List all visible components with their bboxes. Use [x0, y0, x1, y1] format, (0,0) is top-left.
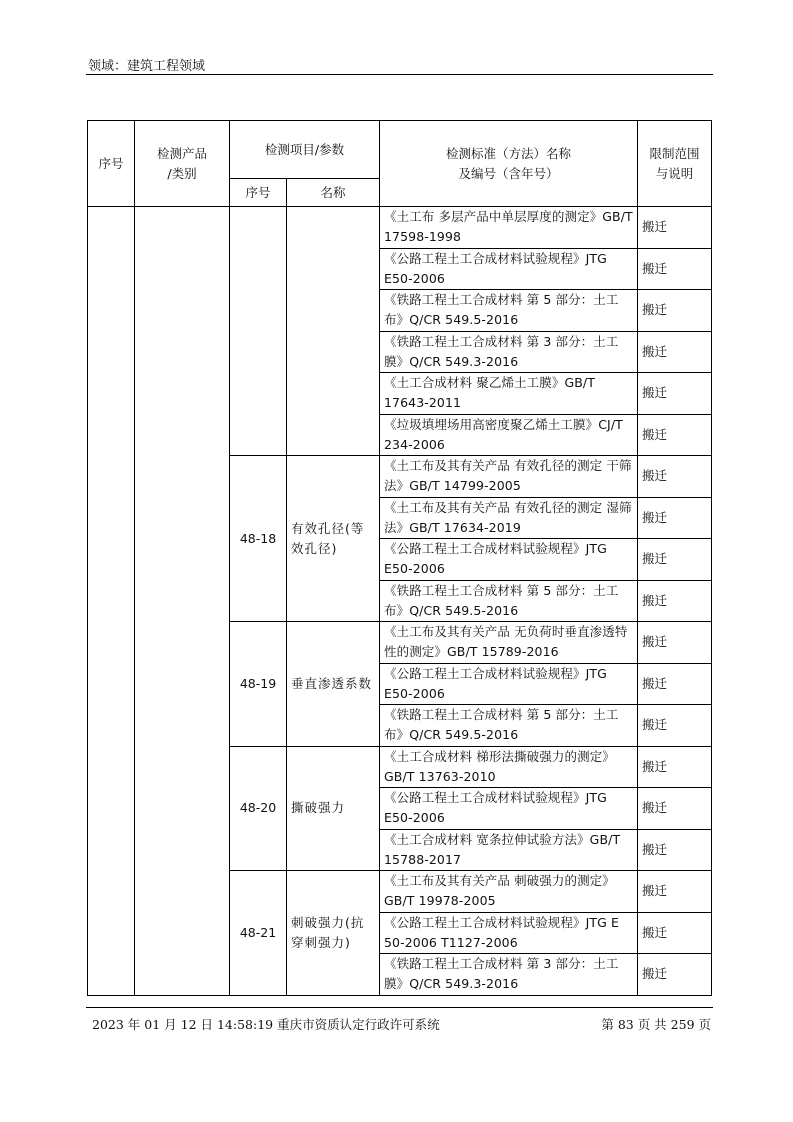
table-row — [88, 207, 712, 249]
limit-note: 搬迁 — [638, 456, 712, 498]
header-product-category: 检测产品 /类别 — [135, 121, 230, 207]
limit-note: 搬迁 — [638, 954, 712, 996]
limit-note: 搬迁 — [638, 207, 712, 249]
standard-name: 《公路工程土工合成材料试验规程》JTG E50-2006 — [380, 539, 638, 581]
standard-name: 《土工布及其有关产品 有效孔径的测定 干筛法》GB/T 14799-2005 — [380, 456, 638, 498]
limit-note: 搬迁 — [638, 788, 712, 830]
header-limit: 限制范围 与说明 — [638, 121, 712, 207]
standard-name: 《土工合成材料 聚乙烯土工膜》GB/T 17643-2011 — [380, 373, 638, 415]
item-seq: 48-21 — [230, 871, 287, 996]
standard-name: 《铁路工程土工合成材料 第 3 部分：土工膜》Q/CR 549.3-2016 — [380, 331, 638, 373]
limit-note: 搬迁 — [638, 331, 712, 373]
limit-note: 搬迁 — [638, 539, 712, 581]
standard-name: 《土工布及其有关产品 无负荷时垂直渗透特性的测定》GB/T 15789-2016 — [380, 622, 638, 664]
limit-note: 搬迁 — [638, 373, 712, 415]
limit-note: 搬迁 — [638, 912, 712, 954]
standard-name: 《土工布 多层产品中单层厚度的测定》GB/T 17598-1998 — [380, 207, 638, 249]
footer-page-number: 第 83 页 共 259 页 — [601, 1017, 711, 1032]
item-name: 垂直渗透系数 — [287, 622, 380, 747]
standard-name: 《公路工程土工合成材料试验规程》JTG E 50-2006 T1127-2006 — [380, 912, 638, 954]
standard-name: 《土工合成材料 梯形法撕破强力的测定》GB/T 13763-2010 — [380, 746, 638, 788]
item-seq — [230, 207, 287, 456]
limit-note: 搬迁 — [638, 414, 712, 456]
item-seq: 48-18 — [230, 456, 287, 622]
header-item-seq: 序号 — [230, 179, 287, 207]
standard-name: 《铁路工程土工合成材料 第 5 部分：土工布》Q/CR 549.5-2016 — [380, 705, 638, 747]
page-header-domain: 领域：建筑工程领域 — [88, 59, 206, 74]
limit-note: 搬迁 — [638, 746, 712, 788]
header-item-param: 检测项目/参数 — [230, 121, 380, 179]
seq-cell — [88, 207, 135, 996]
standard-name: 《铁路工程土工合成材料 第 5 部分：土工布》Q/CR 549.5-2016 — [380, 290, 638, 332]
header-standard: 检测标准（方法）名称 及编号（含年号） — [380, 121, 638, 207]
standard-name: 《土工合成材料 宽条拉伸试验方法》GB/T 15788-2017 — [380, 829, 638, 871]
item-name: 刺破强力(抗穿刺强力) — [287, 871, 380, 996]
header-seq: 序号 — [88, 121, 135, 207]
standard-name: 《公路工程土工合成材料试验规程》JTG E50-2006 — [380, 248, 638, 290]
limit-note: 搬迁 — [638, 871, 712, 913]
item-name — [287, 207, 380, 456]
limit-note: 搬迁 — [638, 829, 712, 871]
limit-note: 搬迁 — [638, 663, 712, 705]
product-cell — [135, 207, 230, 996]
standards-table — [87, 120, 712, 996]
limit-note: 搬迁 — [638, 580, 712, 622]
header-item-name: 名称 — [287, 179, 380, 207]
footer-timestamp: 2023 年 01 月 12 日 14:58:19 重庆市资质认定行政许可系统 — [92, 1017, 440, 1032]
footer-divider — [86, 1007, 713, 1008]
standard-name: 《土工布及其有关产品 刺破强力的测定》GB/T 19978-2005 — [380, 871, 638, 913]
item-name: 有效孔径(等效孔径) — [287, 456, 380, 622]
standard-name: 《土工布及其有关产品 有效孔径的测定 湿筛法》GB/T 17634-2019 — [380, 497, 638, 539]
standard-name: 《公路工程土工合成材料试验规程》JTG E50-2006 — [380, 663, 638, 705]
limit-note: 搬迁 — [638, 622, 712, 664]
header-divider — [86, 74, 713, 75]
table-body — [88, 207, 712, 996]
limit-note: 搬迁 — [638, 248, 712, 290]
item-seq: 48-20 — [230, 746, 287, 871]
standard-name: 《公路工程土工合成材料试验规程》JTG E50-2006 — [380, 788, 638, 830]
standard-name: 《铁路工程土工合成材料 第 3 部分：土工膜》Q/CR 549.3-2016 — [380, 954, 638, 996]
standard-name: 《铁路工程土工合成材料 第 5 部分：土工布》Q/CR 549.5-2016 — [380, 580, 638, 622]
limit-note: 搬迁 — [638, 497, 712, 539]
item-seq: 48-19 — [230, 622, 287, 747]
limit-note: 搬迁 — [638, 290, 712, 332]
standard-name: 《垃圾填埋场用高密度聚乙烯土工膜》CJ/T 234-2006 — [380, 414, 638, 456]
item-name: 撕破强力 — [287, 746, 380, 871]
limit-note: 搬迁 — [638, 705, 712, 747]
